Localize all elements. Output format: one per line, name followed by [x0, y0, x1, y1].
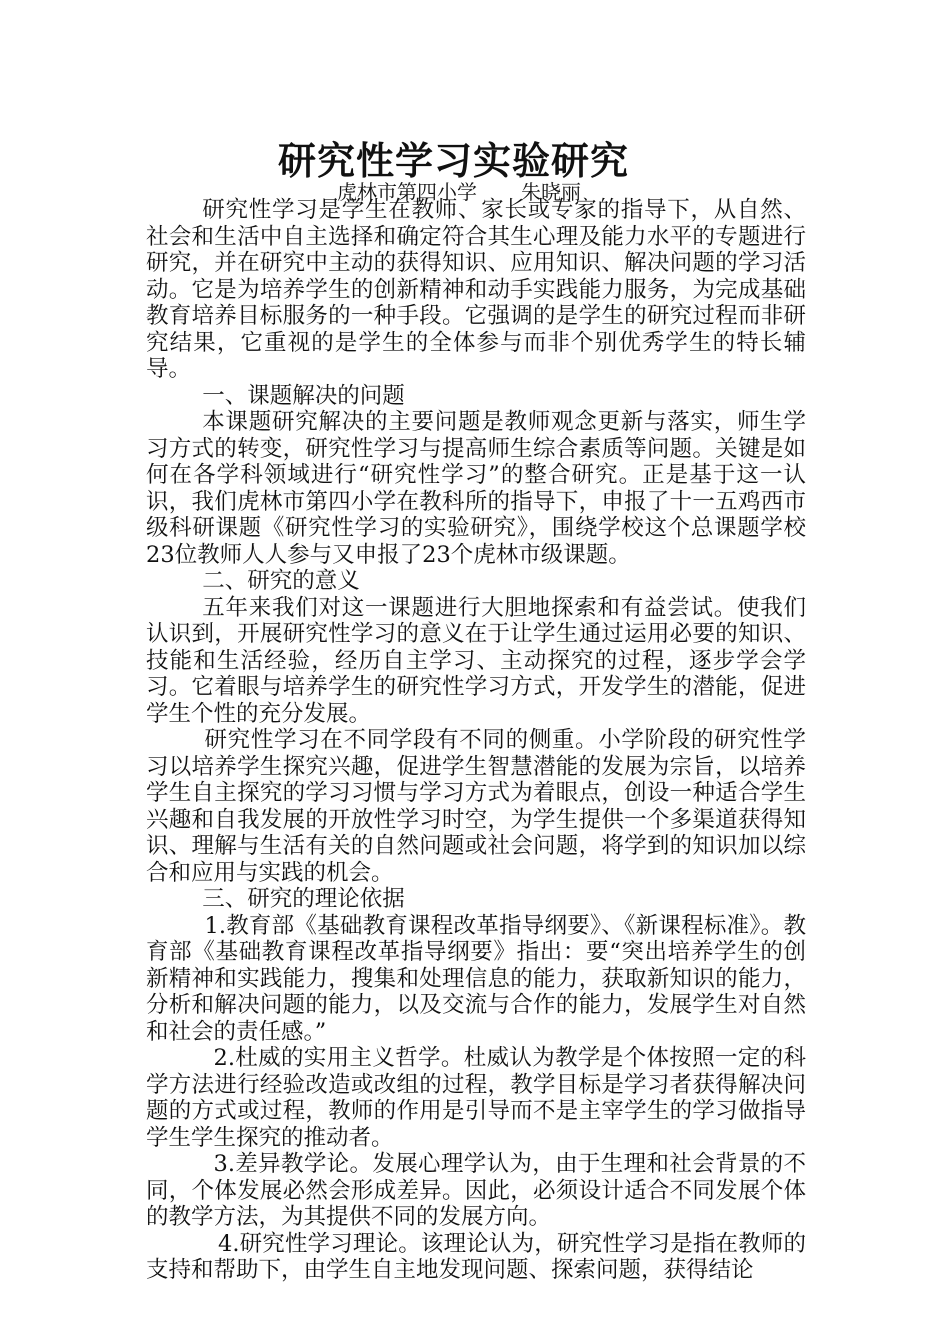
author-name: 朱晓丽	[521, 180, 581, 204]
document-title: 研究性学习实验研究	[278, 139, 630, 183]
document-body	[146, 197, 806, 1284]
section-1-paragraph: 本课题研究解决的主要问题是教师观念更新与落实，师生学习方式的转变，研究性学习与提高师生综合素质等问题。关键是如何在各学科领域进行“研究性学习”的整合研究。正是基于这一认识，我们虎林市第四小学在教科所的指导下，申报了十一五鸡西市级科研课题《研究性学习的实验研究》，围绕学校这个总课题学校23位教师人人参与又申报了23个虎林市级课题。	[146, 409, 806, 568]
intro-paragraph: 研究性学习是学生在教师、家长或专家的指导下，从自然、社会和生活中自主选择和确定符合其生心理及能力水平的专题进行研究，并在研究中主动的获得知识、应用知识、解决问题的学习活动。它是为培养学生的创新精神和动手实践能力服务，为完成基础教育培养目标服务的一种手段。它强调的是学生的研究过程而非研究结果，它重视的是学生的全体参与而非个别优秀学生的特长辅导。	[146, 197, 806, 382]
theory-item-1: 1.教育部《基础教育课程改革指导纲要》、《新课程标准》。教育部《基础教育课程改革指导纲要》指出：要“突出培养学生的创新精神和实践能力，搜集和处理信息的能力，获取新知识的能力，分析和解决问题的能力，以及交流与合作的能力，发展学生对自然和社会的责任感。”	[146, 912, 806, 1045]
section-2-paragraph-1: 五年来我们对这一课题进行大胆地探索和有益尝试。使我们认识到，开展研究性学习的意义在于让学生通过运用必要的知识、技能和生活经验，经历自主学习、主动探究的过程，逐步学会学习。它着眼与培养学生的研究性学习方式，开发学生的潜能，促进学生个性的充分发展。	[146, 594, 806, 727]
theory-item-2: 2.杜威的实用主义哲学。杜威认为教学是个体按照一定的科学方法进行经验改造或改组的过程，教学目标是学习者获得解决问题的方式或过程，教师的作用是引导而不是主宰学生的学习做指导学生学生探究的推动者。	[146, 1045, 806, 1151]
section-heading-3: 三、研究的理论依据	[202, 886, 405, 912]
section-heading-1: 一、课题解决的问题	[202, 382, 405, 409]
theory-item-4: 4.研究性学习理论。该理论认为，研究性学习是指在教师的支持和帮助下，由学生自主地发现问题、探索问题，获得结论	[146, 1230, 806, 1283]
school-name: 虎林市第四小学	[337, 180, 477, 204]
theory-item-3: 3.差异教学论。发展心理学认为，由于生理和社会背景的不同，个体发展必然会形成差异。因此，必须设计适合不同发展个体的教学方法，为其提供不同的发展方向。	[146, 1151, 806, 1230]
section-2-paragraph-2: 研究性学习在不同学段有不同的侧重。小学阶段的研究性学习以培养学生探究兴趣，促进学生智慧潜能的发展为宗旨，以培养学生自主探究的学习习惯与学习方式为着眼点，创设一种适合学生兴趣和自我发展的开放性学习时空，为学生提供一个多渠道获得知识、理解与生活有关的自然问题或社会问题，将学到的知识加以综合和应用与实践的机会。	[146, 727, 806, 886]
section-heading-2: 二、研究的意义	[202, 568, 360, 594]
